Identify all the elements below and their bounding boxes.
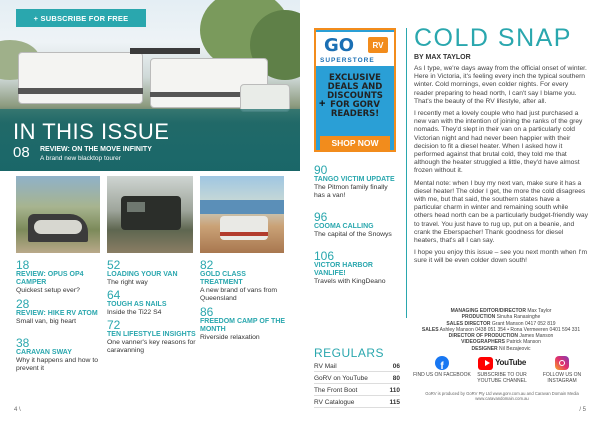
toc-page-number: 64 [107, 288, 121, 302]
toc-title: GOLD CLASS TREATMENT [200, 271, 246, 286]
toc-page-number: 90 [314, 163, 328, 177]
toc-page-number: 86 [200, 305, 214, 319]
toc-entry[interactable] [200, 259, 290, 303]
editorial-byline: BY MAX TAYLOR [414, 54, 471, 61]
page-number-right: / 5 [579, 407, 586, 413]
toc-page-number: 82 [200, 258, 214, 272]
instagram-link[interactable] [532, 356, 592, 385]
editorial-paragraph: Mental note: when I buy my next van, make sure it has a diesel heater! The older I get, the more the cold disagrees with me, but that said, the southern states have a particular charm in winter and remaining south while others head north can be a particularly budget-friendly way to travel. You just have to rug up, put on a beanie, and crank the Eberspacher! Thank goodness for diesel heaters, that's all I can say. [414, 179, 588, 245]
toc-entry[interactable] [314, 250, 398, 286]
toc-entry[interactable] [314, 211, 398, 239]
toc-page-number: 106 [314, 249, 335, 263]
toc-title: TANGO VICTIM UPDATE [314, 176, 395, 183]
toc-page-number: 18 [16, 258, 30, 272]
editorial-title: COLD SNAP [414, 24, 572, 52]
facebook-label: FIND US ON FACEBOOK [413, 372, 471, 378]
toc-description: Small van, big heart [16, 318, 77, 325]
toc-description: The Pitmon family finally has a van! [314, 184, 388, 199]
credit-line: PRODUCTION Sinuha Ranasinghe [461, 314, 541, 321]
hero-subtitle: A brand new blacktop tourer [40, 155, 121, 162]
page-number-left: 4 \ [14, 407, 21, 413]
instagram-label: FOLLOW US ON INSTAGRAM [542, 372, 582, 384]
toc-title: TEN LIFESTYLE INSIGHTS [107, 331, 196, 338]
ad-headline: EXCLUSIVE DEALS AND DISCOUNTS FOR GORV READERS! [327, 73, 383, 119]
toc-entry[interactable] [16, 298, 102, 326]
regulars-label: The Front Boot [314, 386, 358, 394]
logo-go-text: GO [324, 35, 355, 56]
toc-entry[interactable] [16, 337, 102, 373]
regulars-item[interactable] [314, 373, 400, 384]
logo-rv-badge: RV [368, 37, 388, 53]
credit-line: DESIGNER Nil Bezajeovic [471, 345, 531, 352]
editorial-paragraph: I recently met a lovely couple who had just purchased a new van with the intention of joining the ranks of the grey nomads. They'd slept in their van on a particularly cold Victorian night and had never been happier with their decision to fit a diesel heater. When I asked how it performed against that brutal cold, they told me that although the heater struggled a little, they'd have almost frozen without it. [414, 110, 583, 175]
right-page [300, 0, 600, 424]
regulars-heading: REGULARS [314, 346, 385, 360]
toc-title: LOADING YOUR VAN [107, 271, 178, 278]
toc-entry[interactable] [107, 289, 195, 317]
toc-description: Quickest setup ever? [16, 287, 80, 294]
van-photo [107, 176, 193, 253]
issue-title: IN THIS ISSUE [13, 119, 170, 144]
logo-superstore-text: SUPERSTORE [320, 57, 375, 64]
toc-title: FREEDOM CAMP OF THE MONTH [200, 318, 286, 333]
plus-icon: + [319, 98, 326, 110]
toc-description: Travels with KingDeano [314, 278, 386, 285]
toc-page-number: 38 [16, 336, 30, 350]
regulars-label: RV Catalogue [314, 398, 355, 406]
shop-now-button[interactable]: SHOP NOW [320, 136, 390, 150]
toc-description: Riverside relaxation [200, 334, 260, 341]
regulars-label: GoRV on YouTube [314, 374, 368, 382]
column-divider [406, 28, 407, 318]
toc-description: The right way [107, 279, 148, 286]
toc-title: TOUGH AS NAILS [107, 301, 167, 308]
toc-title: REVIEW: OPUS OP4 CAMPER [16, 271, 84, 286]
toc-title: COOMA CALLING [314, 223, 374, 230]
regulars-label: RV Mail [314, 362, 337, 370]
editorial-body [414, 65, 588, 270]
staff-credits [406, 308, 596, 352]
toc-title: VICTOR HARBOR VANLIFE! [314, 262, 373, 277]
regulars-page: 06 [392, 362, 400, 370]
toc-title: REVIEW: HIKE RV ATOM [16, 310, 98, 317]
toc-entry[interactable] [314, 164, 398, 200]
regulars-page: 115 [389, 398, 400, 406]
facebook-icon: f [435, 356, 449, 370]
toc-entry[interactable] [107, 259, 195, 287]
regulars-page: 80 [392, 374, 400, 382]
toc-title: CARAVAN SWAY [16, 349, 72, 356]
editorial-paragraph: As I type, we're days away from the official onset of winter. Here in Victoria, it's feeling every inch the typical southern winter. Cold mornings, even colder nights. For every reader preparing to head north, I can't say I blame you. That's the beauty of the RV lifestyle, after all. [414, 65, 587, 105]
toc-description: Inside the Ti22 S4 [107, 309, 162, 316]
toc-page-number: 72 [107, 318, 121, 332]
camper-photo [16, 176, 100, 253]
credit-line: DIRECTOR OF PRODUCTION James Manson [448, 333, 554, 340]
toc-description: The capital of the Snowys [314, 231, 392, 238]
credit-line: VIDEOGRAPHERS Patrick Manson [461, 339, 541, 346]
toc-entry[interactable] [200, 306, 290, 342]
regulars-item[interactable] [314, 385, 400, 396]
subscribe-button[interactable]: + SUBSCRIBE FOR FREE [16, 9, 146, 27]
gorv-superstore-ad[interactable] [314, 28, 396, 152]
hero-headline[interactable]: REVIEW: ON THE MOVE INFINITY [40, 146, 152, 153]
toc-page-number: 52 [107, 258, 121, 272]
credit-line: SALES Ashley Manson 0438 051 354 • Rona Vermeeren 0401 594 331 [421, 326, 581, 333]
beach-photo [200, 176, 284, 253]
youtube-label: SUBSCRIBE TO OUR YOUTUBE CHANNEL [477, 372, 527, 384]
toc-description: A new brand of vans from Queensland [200, 287, 278, 302]
publisher-footer: GoRV is produced by GoRV Pty Ltd www.gorv.com.au and Caravan Domain Media www.caravandomain.com.au [425, 391, 579, 401]
regulars-item[interactable] [314, 361, 400, 372]
toc-entry[interactable] [107, 319, 197, 355]
youtube-icon [478, 356, 526, 370]
toc-description: Why it happens and how to prevent it [16, 357, 98, 372]
facebook-link[interactable] [412, 356, 472, 379]
regulars-item[interactable] [314, 397, 400, 408]
credit-line: MANAGING EDITOR/DIRECTOR Max Taylor [450, 308, 552, 314]
toc-description: One vanner's key reasons for caravanning [107, 339, 196, 354]
editorial-paragraph: I hope you enjoy this issue – see you next month when I'm sure it will be even colder down south! [414, 249, 588, 265]
hero-page-number: 08 [13, 144, 30, 161]
instagram-icon [555, 356, 569, 370]
youtube-link[interactable] [472, 356, 532, 385]
toc-entry[interactable] [16, 259, 102, 295]
toc-page-number: 28 [16, 297, 30, 311]
credit-line: SALES DIRECTOR Grant Manson 0417 052 819 [446, 320, 556, 327]
youtube-wordmark: YouTube [495, 358, 526, 368]
gorv-logo [316, 32, 394, 66]
toc-page-number: 96 [314, 210, 328, 224]
regulars-page: 110 [389, 386, 400, 394]
